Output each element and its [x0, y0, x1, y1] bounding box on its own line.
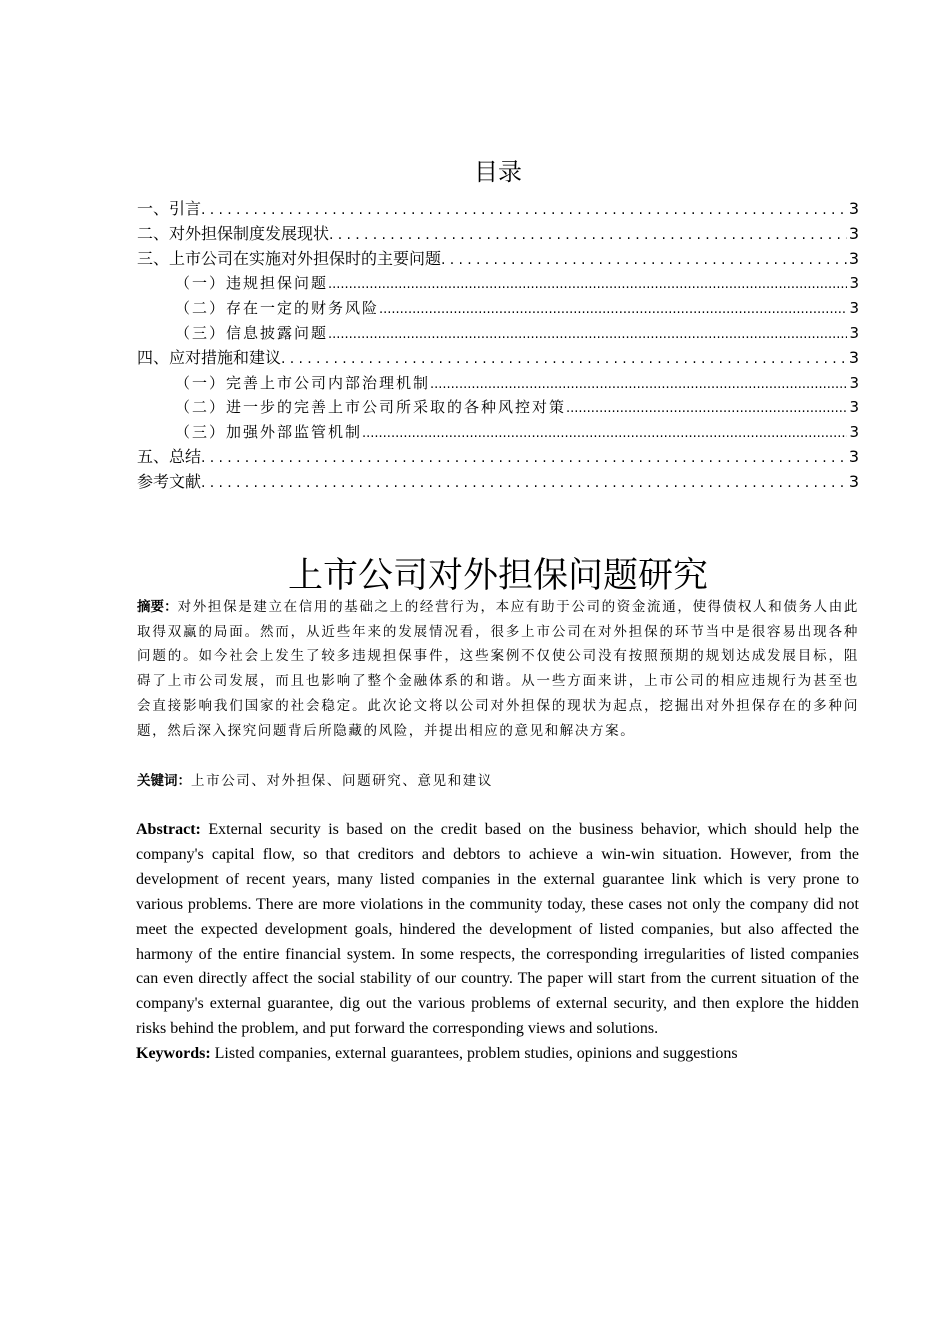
toc-leader-dots — [441, 248, 847, 272]
toc-entry-illegal-guarantee[interactable] — [137, 271, 859, 296]
toc-entry-label: 二、对外担保制度发展现状 — [137, 223, 330, 243]
toc-entry-main-problems[interactable] — [137, 247, 859, 272]
toc-entry-countermeasures[interactable] — [137, 346, 859, 371]
toc-entry-label: 三、上市公司在实施对外担保时的主要问题 — [137, 248, 442, 268]
toc-leader-dots — [201, 198, 847, 222]
english-keywords-label: Keywords: — [136, 1045, 211, 1062]
english-abstract-label: Abstract: — [136, 821, 201, 838]
toc-leader-dots — [281, 347, 847, 371]
toc-title: 目录 — [474, 158, 522, 186]
toc-entry-summary[interactable] — [137, 445, 859, 470]
toc-page-number: 3 — [848, 347, 859, 367]
toc-leader-dots — [379, 298, 847, 321]
toc-page-number: 3 — [849, 274, 859, 293]
toc-leader-dots — [328, 323, 847, 346]
toc-page-number: 3 — [848, 223, 859, 243]
toc-leader-dots — [566, 397, 847, 420]
toc-leader-dots — [362, 422, 847, 445]
toc-page-number: 3 — [848, 446, 859, 466]
toc-entry-financial-risk[interactable] — [137, 296, 859, 321]
paper-title: 上市公司对外担保问题研究 — [287, 556, 708, 596]
chinese-abstract — [137, 595, 859, 743]
toc-entry-label: （一）违规担保问题 — [175, 274, 329, 293]
toc-entry-label: （一）完善上市公司内部治理机制 — [175, 373, 431, 392]
toc-entry-disclosure[interactable] — [137, 321, 859, 346]
toc-page-number: 3 — [848, 248, 859, 268]
toc-entry-current-status[interactable] — [137, 222, 859, 247]
toc-page-number: 3 — [849, 299, 859, 318]
toc-entry-internal-governance[interactable] — [137, 371, 859, 396]
toc-entry-references[interactable] — [137, 470, 859, 495]
table-of-contents — [137, 197, 859, 495]
toc-entry-label: （二）进一步的完善上市公司所采取的各种风控对策 — [175, 398, 567, 417]
toc-page-number: 3 — [848, 471, 859, 491]
english-abstract — [136, 818, 859, 1042]
chinese-abstract-label: 摘要： — [137, 599, 178, 615]
toc-page-number: 3 — [849, 398, 859, 417]
chinese-keywords-text: 上市公司、对外担保、问题研究、意见和建议 — [191, 773, 493, 789]
toc-entry-label: （二）存在一定的财务风险 — [175, 299, 380, 318]
toc-page-number: 3 — [849, 423, 859, 442]
english-abstract-text: External security is based on the credit based on the business behavior, which should help the company's capital flow, so that creditors and debtors to achieve a win-win situation. However, from the development of recent years, many listed companies in the external guarantee link which is very prone to various problems. There are more violations in the community today, these cases not only the company did not meet the expected development goals, hindered the development of listed companies, but also affected the harmony of the entire financial system. In some respects, the corresponding irregularities of listed companies can even directly affect the social stability of our country. The paper will start from the current situation of the company's external guarantee, dig out the various problems of external security, and then explore the hidden risks behind the problem, and put forward the corresponding views and solutions. — [136, 821, 860, 1038]
toc-page-number: 3 — [849, 373, 859, 392]
toc-entry-risk-control[interactable] — [137, 395, 859, 420]
toc-entry-label: （三）加强外部监管机制 — [175, 423, 363, 442]
toc-leader-dots — [201, 471, 847, 495]
chinese-keywords-label: 关键词： — [137, 773, 191, 789]
toc-entry-label: 四、应对措施和建议 — [137, 347, 282, 367]
toc-leader-dots — [201, 446, 847, 470]
toc-entry-label: 参考文献 — [137, 471, 202, 491]
toc-leader-dots — [328, 273, 847, 296]
english-keywords-text: Listed companies, external guarantees, problem studies, opinions and suggestions — [214, 1045, 738, 1062]
toc-leader-dots — [329, 223, 847, 247]
toc-entry-label: 一、引言 — [137, 199, 202, 218]
toc-entry-introduction[interactable] — [137, 197, 859, 222]
toc-entry-label: 五、总结 — [137, 446, 202, 466]
toc-page-number: 3 — [848, 199, 859, 218]
chinese-keywords — [137, 769, 859, 793]
toc-leader-dots — [430, 373, 847, 396]
toc-page-number: 3 — [849, 323, 859, 342]
toc-entry-label: （三）信息披露问题 — [175, 323, 329, 342]
english-keywords — [136, 1042, 859, 1066]
chinese-abstract-text: 对外担保是建立在信用的基础之上的经营行为，本应有助于公司的资金流通，使得债权人和债务人由此取得双赢的局面。然而，从近些年来的发展情况看，很多上市公司在对外担保的环节当中是很容易出现各种问题的。如今社会上发生了较多违规担保事件，这些案例不仅使公司没有按照预期的规划达成发展目标，阻碍了上市公司发展，而且也影响了整个金融体系的和谐。从一些方面来讲，上市公司的相应违规行为甚至也会直接影响我们国家的社会稳定。此次论文将以公司对外担保的现状为起点，挖掘出对外担保存在的多种问题，然后深入探究问题背后所隐藏的风险，并提出相应的意见和解决方案。 — [137, 599, 860, 739]
toc-entry-external-supervision[interactable] — [137, 420, 859, 445]
